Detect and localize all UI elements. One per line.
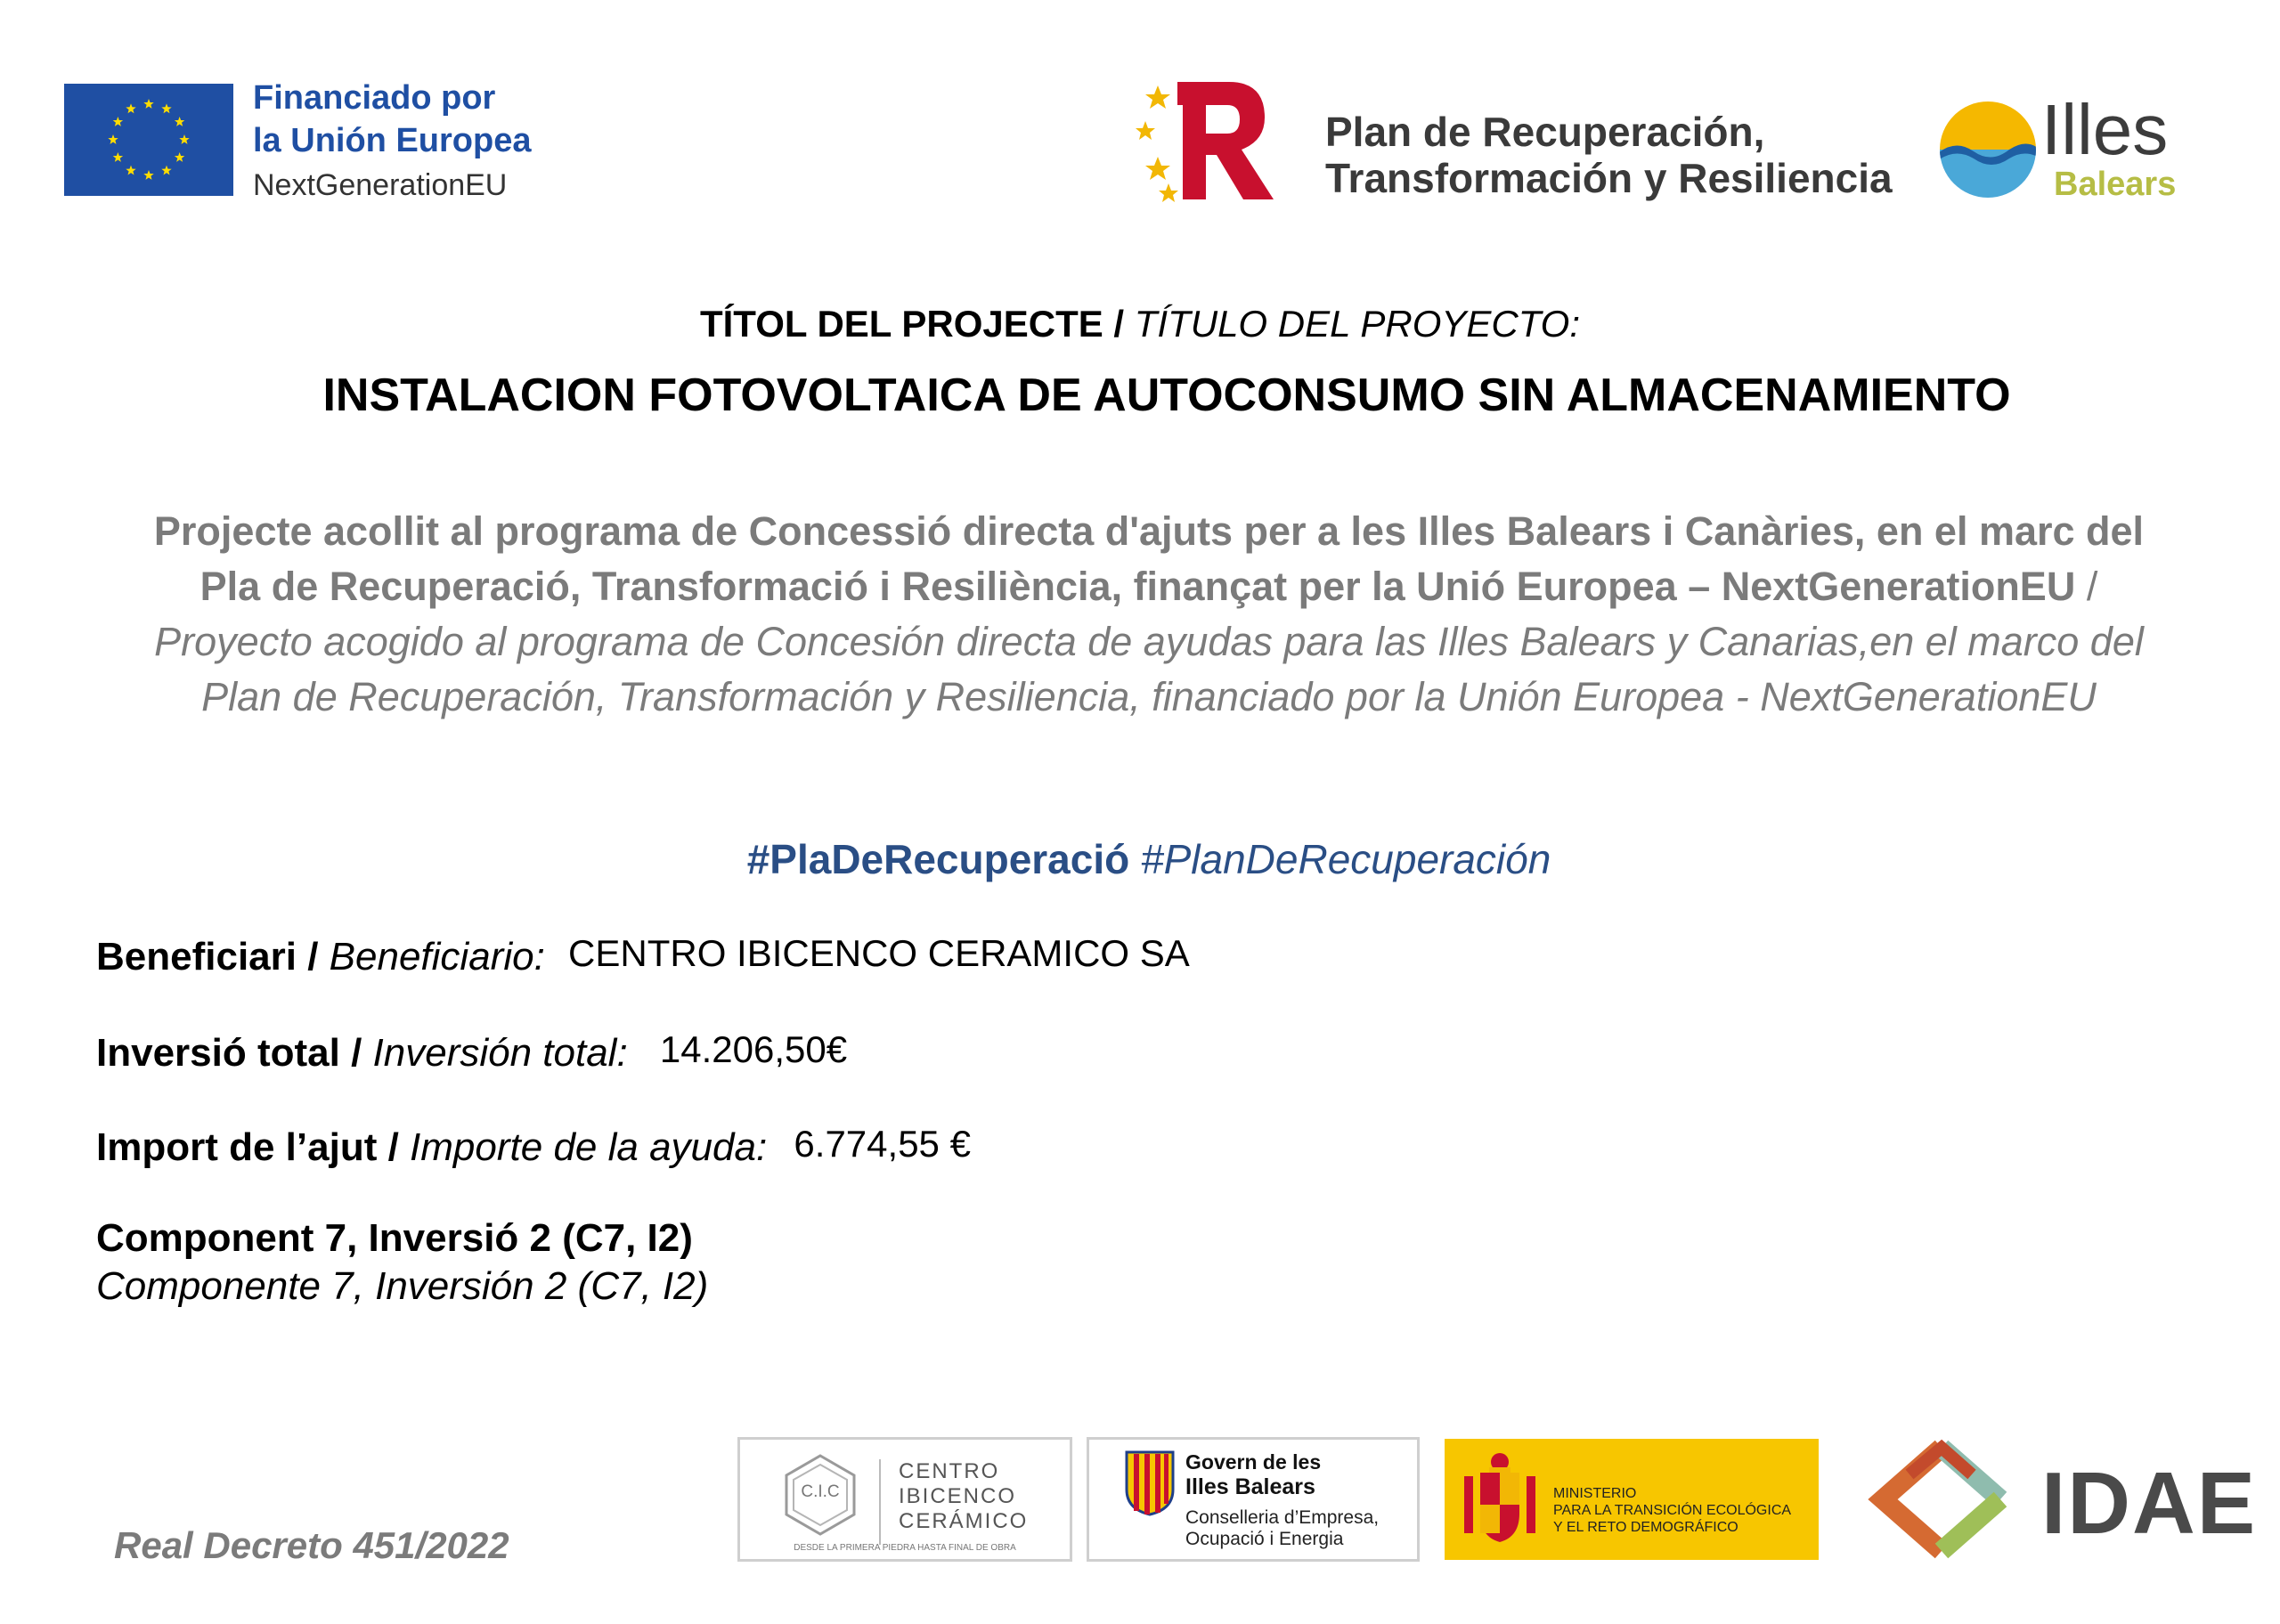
cic-line-3: CERÁMICO (899, 1509, 1029, 1533)
eu-star (126, 103, 135, 113)
spain-coat-of-arms-icon (1459, 1451, 1541, 1547)
illes-balears-logo-mark (1938, 100, 2038, 199)
eu-star (113, 152, 123, 162)
beneficiary-row (96, 932, 1190, 979)
eu-line-1: Financiado por (253, 79, 496, 117)
eu-funding-text (253, 77, 531, 207)
description-sep: / (2075, 564, 2098, 609)
govern-line-3: Conselleria d’Empresa, (1185, 1507, 1380, 1528)
ministerio-logo (1445, 1439, 1819, 1560)
project-label-ca: TÍTOL DEL PROJECTE (699, 303, 1103, 345)
eu-star (126, 166, 135, 175)
cic-mark: C.I.C (801, 1482, 840, 1501)
eu-star (113, 117, 123, 126)
idae-logo-mark (1856, 1439, 2027, 1560)
prtr-stars-icon (1136, 85, 1178, 202)
aid-label-ca: Import de l’ajut (96, 1125, 378, 1169)
eu-star (175, 152, 184, 162)
prtr-line-1: Plan de Recuperación, (1325, 109, 1765, 155)
aid-row (96, 1125, 971, 1170)
prtr-text (1325, 109, 1893, 201)
ministerio-line-1: MINISTERIO (1553, 1486, 1637, 1501)
govern-shield-icon (1125, 1450, 1175, 1516)
ministerio-text (1553, 1485, 1791, 1536)
beneficiary-sep: / (296, 935, 330, 978)
eu-star (161, 166, 171, 175)
govern-line-4: Ocupació i Energia (1185, 1529, 1344, 1549)
aid-value: 6.774,55 € (794, 1123, 971, 1165)
cic-divider (879, 1459, 881, 1545)
hashtags (0, 835, 2280, 883)
aid-label-es: Importe de la ayuda: (410, 1125, 768, 1169)
eu-star (179, 134, 189, 144)
investment-row (96, 1028, 848, 1076)
hashtag-ca: #PlaDeRecuperació (746, 836, 1130, 882)
cic-name (899, 1459, 1028, 1534)
eu-star (108, 134, 118, 144)
prtr-logo-mark (1131, 78, 1291, 203)
govern-text (1185, 1450, 1379, 1550)
decree-reference: Real Decreto 451/2022 (114, 1524, 509, 1566)
project-label-es: TÍTULO DEL PROYECTO: (1134, 303, 1580, 345)
govern-line-2: Illes Balears (1185, 1474, 1315, 1499)
govern-line-1: Govern de les (1185, 1450, 1322, 1474)
project-label-sep: / (1103, 303, 1135, 345)
illes-balears-name: Illes (2041, 90, 2169, 169)
investment-label-es: Inversión total: (372, 1031, 628, 1075)
prtr-line-2: Transformación y Resiliencia (1325, 155, 1893, 201)
aid-sep: / (377, 1125, 411, 1169)
beneficiary-label-es: Beneficiario: (329, 935, 545, 978)
program-description (142, 504, 2155, 725)
idae-wordmark: IDAE (2041, 1454, 2258, 1552)
eu-star (161, 103, 171, 113)
beneficiary-label-ca: Beneficiari (96, 935, 297, 978)
hashtag-es: #PlanDeRecuperación (1141, 836, 1551, 882)
investment-value: 14.206,50€ (659, 1028, 848, 1070)
ministerio-line-3: Y EL RETO DEMOGRÁFICO (1553, 1520, 1738, 1535)
project-title-label (0, 303, 2280, 345)
eu-stars-icon (64, 84, 233, 196)
description-es: Proyecto acogido al programa de Concesión directa de ayudas para las Illes Balears y Canarias,en el marco del Plan de Recuperación, Transformación y Resiliencia, financiado por la Unión Europea - NextGenerationEU (154, 619, 2144, 719)
cic-tagline: DESDE LA PRIMERA PIEDRA HASTA FINAL DE OBRA (794, 1543, 1016, 1553)
component-ca: Component 7, Inversió 2 (C7, I2) (96, 1216, 693, 1260)
investment-label-ca: Inversió total (96, 1031, 340, 1075)
cic-logo (737, 1437, 1072, 1562)
illes-balears-sub: Balears (2054, 166, 2177, 203)
eu-line-2: la Unión Europea (253, 122, 532, 159)
description-ca: Projecte acollit al programa de Concessió directa d'ajuts per a les Illes Balears i Canàries, en el marc del Pla de Recuperació, Transformació i Resiliència, finançat per la Unió Europea – NextGenerationEU (153, 508, 2145, 609)
eu-star (143, 99, 153, 109)
govern-illes-balears-logo (1087, 1437, 1420, 1562)
project-title: INSTALACION FOTOVOLTAICA DE AUTOCONSUMO SIN ALMACENAMIENTO (322, 369, 2011, 421)
beneficiary-value: CENTRO IBICENCO CERAMICO SA (568, 932, 1190, 974)
cic-line-1: CENTRO (899, 1459, 1000, 1483)
cic-line-2: IBICENCO (899, 1484, 1017, 1508)
ministerio-line-2: PARA LA TRANSICIÓN ECOLÓGICA (1553, 1503, 1792, 1518)
eu-line-3: NextGenerationEU (253, 168, 508, 202)
eu-star (175, 117, 184, 126)
eu-flag-logo (64, 84, 233, 196)
investment-sep: / (339, 1031, 373, 1075)
eu-star (143, 170, 153, 180)
component-es: Componente 7, Inversión 2 (C7, I2) (96, 1264, 709, 1308)
